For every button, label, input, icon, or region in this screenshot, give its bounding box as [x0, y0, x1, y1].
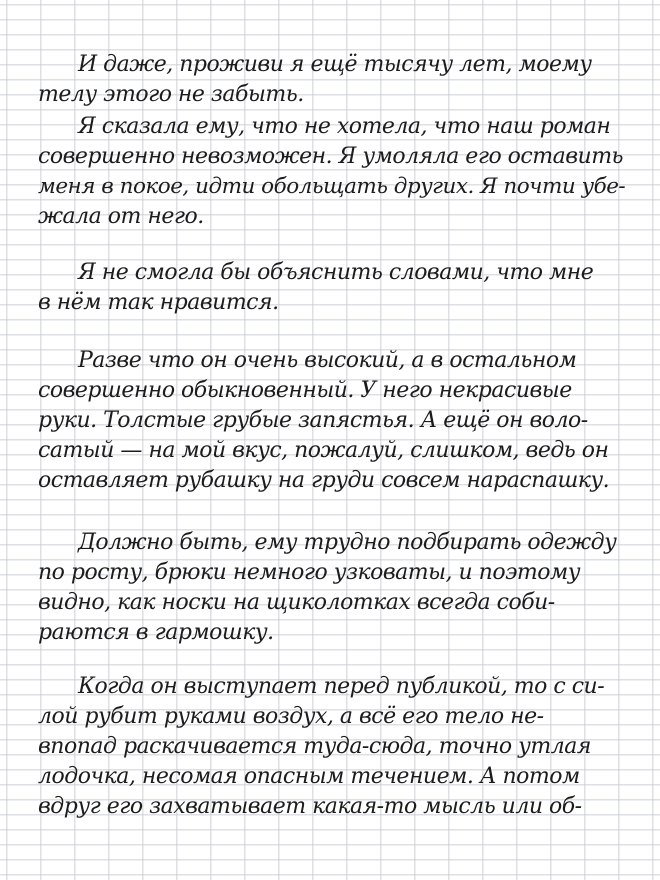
text-line: И даже, проживи я ещё тысячу лет, моему	[78, 52, 592, 77]
text-line: оставляет рубашку на груди совсем нараспашку.	[38, 468, 610, 493]
text-line: лой рубит руками воздух, а всё его тело не-	[38, 704, 544, 729]
text-line: руки. Толстые грубые запястья. А ещё он воло-	[38, 408, 588, 433]
paragraph-5	[38, 528, 618, 648]
text-line: Разве что он очень высокий, а в остальном	[78, 348, 577, 373]
text-line: Я не смогла бы объяснить словами, что мне	[78, 260, 594, 285]
text-line: вдруг его захватывает какая-то мысль или об-	[38, 794, 582, 819]
paragraph-3	[38, 258, 618, 318]
text-line: в нём так нравится.	[38, 290, 279, 315]
text-line: лодочка, несомая опасным течением. А потом	[38, 764, 580, 789]
text-line: Когда он выступает перед публикой, то с си-	[78, 674, 605, 699]
text-line: раются в гармошку.	[38, 620, 274, 645]
paragraph-6	[38, 672, 618, 822]
paragraph-4	[38, 346, 618, 496]
paragraph-2	[38, 112, 626, 232]
text-line: по росту, брюки немного узковаты, и поэтому	[38, 560, 581, 585]
text-line: Должно быть, ему трудно подбирать одежду	[78, 530, 617, 555]
text-line: видно, как носки на щиколотках всегда соби-	[38, 590, 555, 615]
text-line: меня в покое, идти обольщать других. Я почти убе-	[38, 174, 626, 199]
text-line: жала от него.	[38, 204, 204, 229]
text-line: Я сказала ему, что не хотела, что наш роман	[78, 114, 611, 139]
text-line: совершенно невозможен. Я умоляла его оставить	[38, 144, 624, 169]
text-line: впопад раскачивается туда-сюда, точно утлая	[38, 734, 591, 759]
text-line: телу этого не забыть.	[38, 82, 304, 107]
text-line: сатый — на мой вкус, пожалуй, слишком, ведь он	[38, 438, 609, 463]
text-line: совершенно обыкновенный. У него некрасивые	[38, 378, 572, 403]
paragraph-1	[38, 50, 618, 110]
